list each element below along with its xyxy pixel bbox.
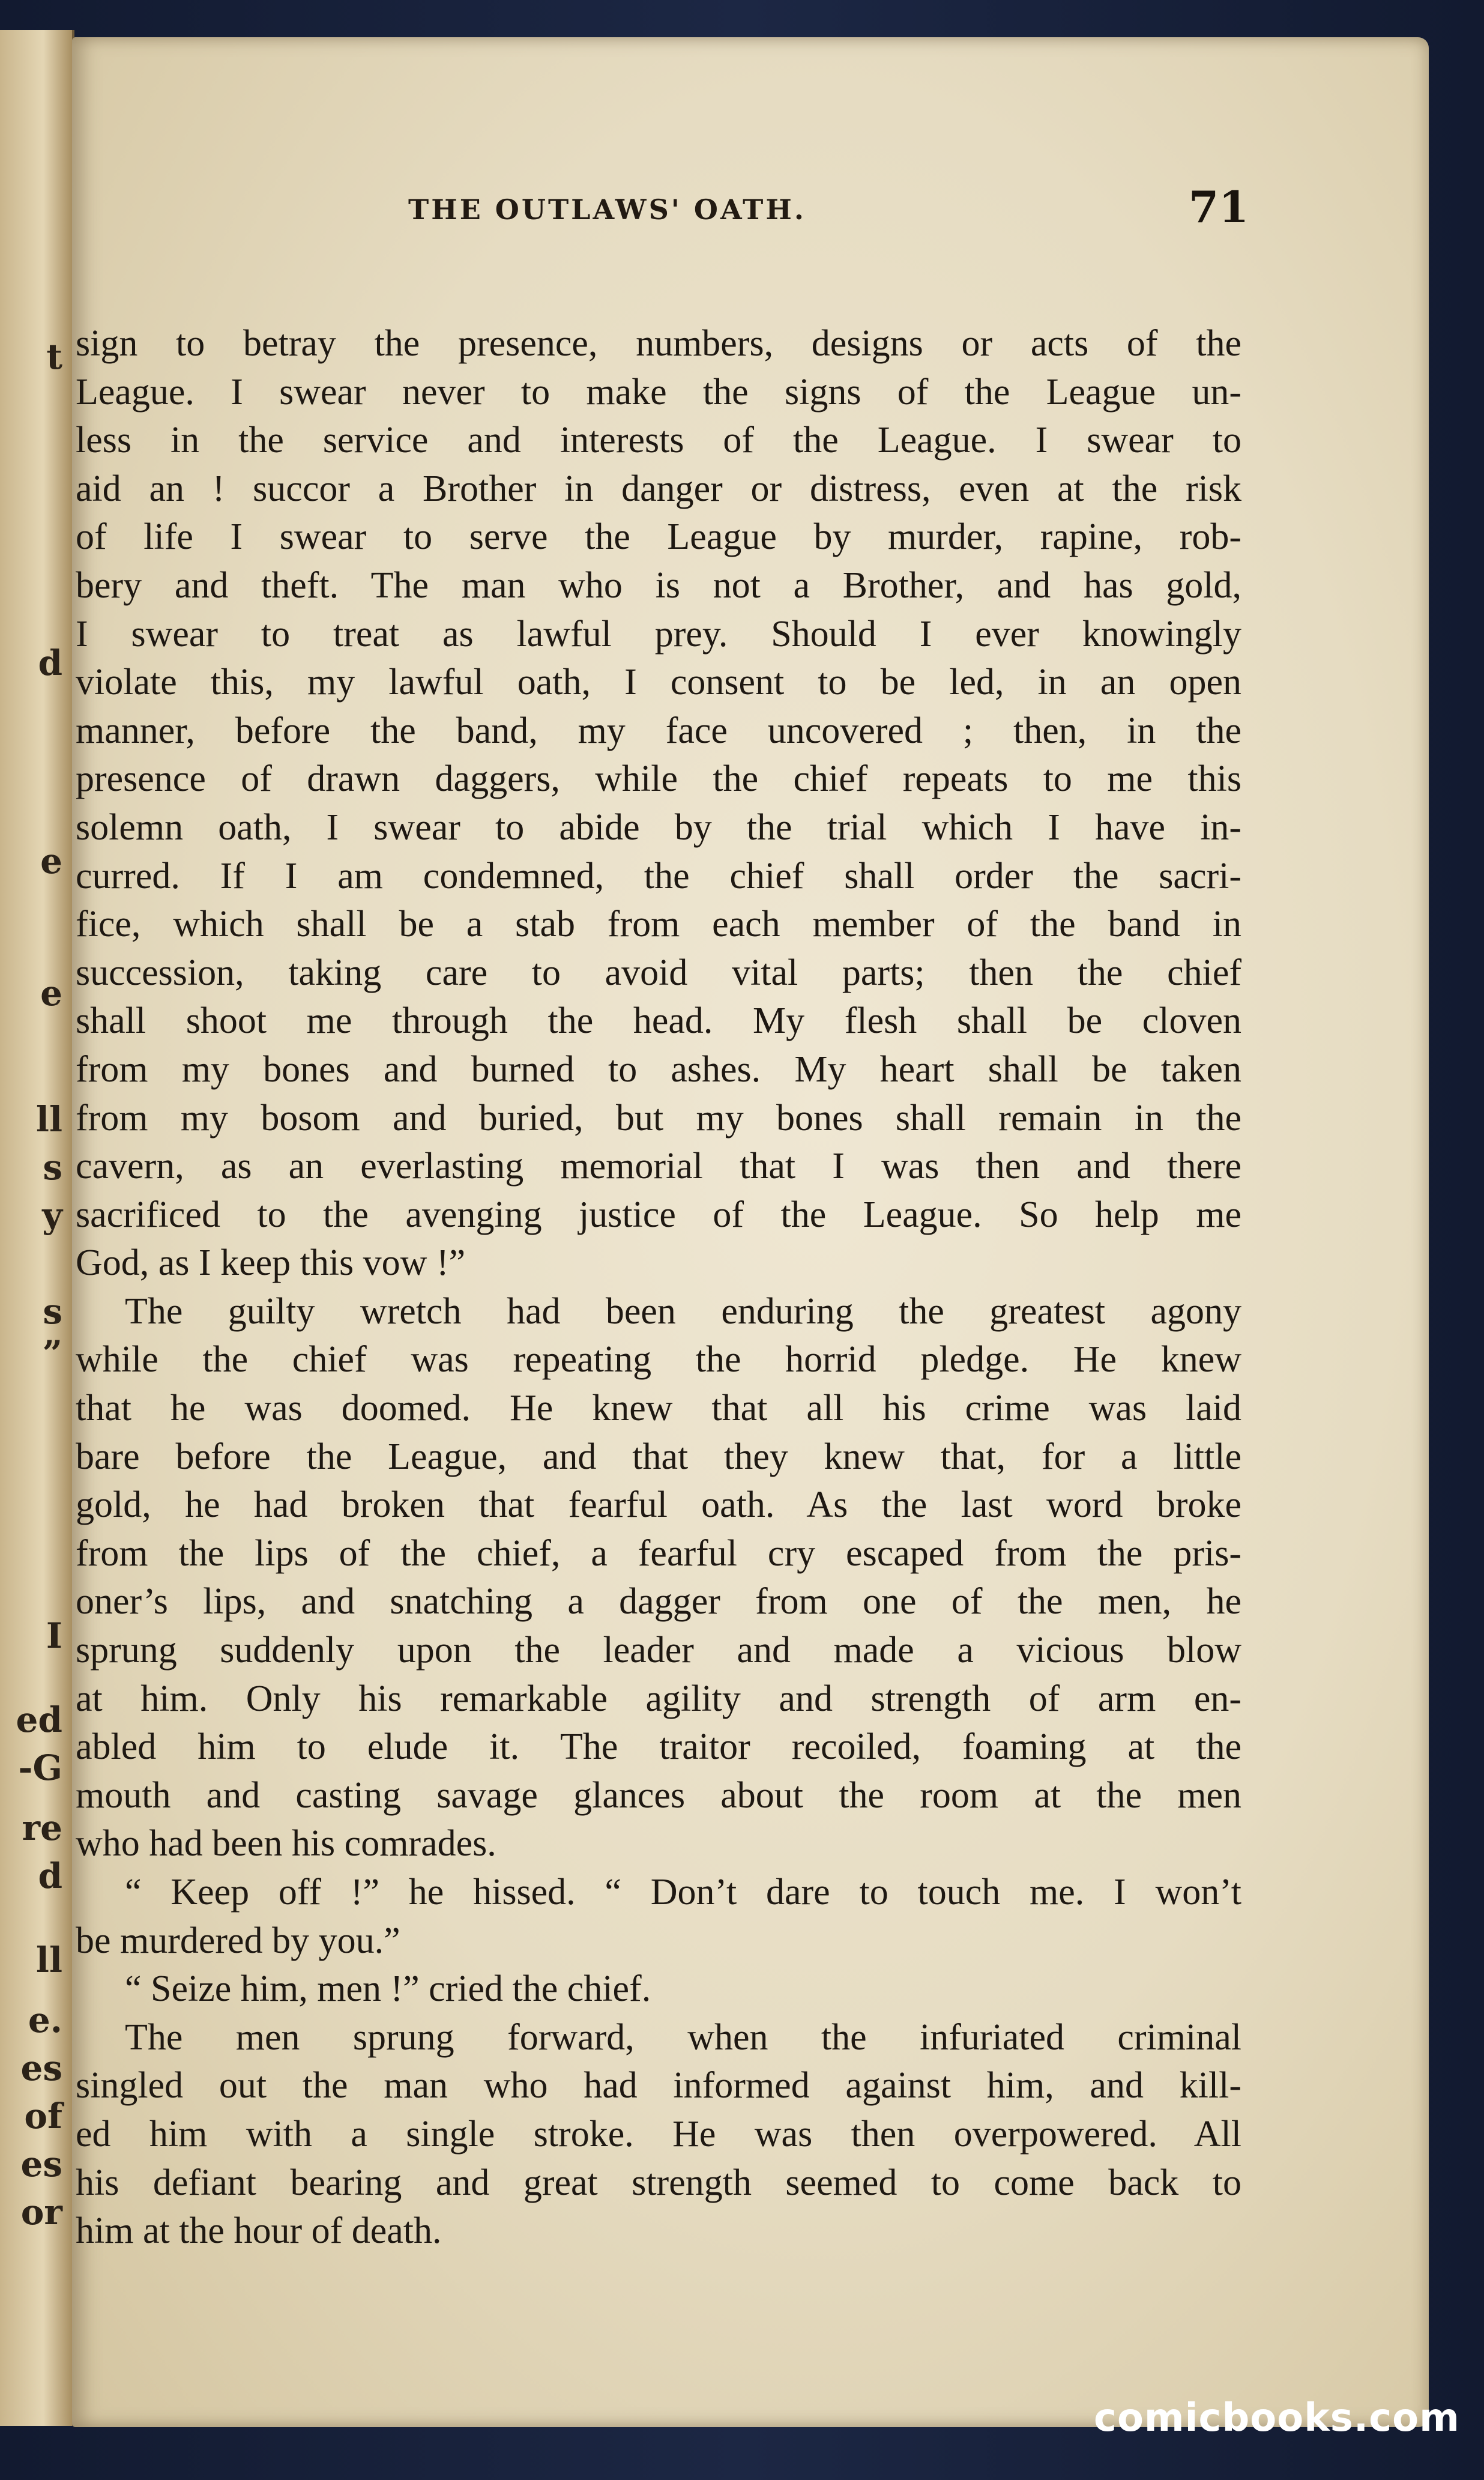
text-line: “ Keep off !” he hissed. “ Don’t dare to touch me. I won’t (125, 1872, 1241, 1913)
text-line: sign to betray the presence, numbers, designs or acts of the (76, 323, 1241, 364)
facing-page-fragment: s (43, 1291, 62, 1332)
text-line: of life I swear to serve the League by murder, rapine, rob- (76, 516, 1241, 558)
text-line: aid an ! succor a Brother in danger or distress, even at the risk (76, 468, 1241, 509)
text-line: from the lips of the chief, a fearful cry escaped from the pris- (76, 1532, 1241, 1574)
text-line: League. I swear never to make the signs of the League un- (76, 371, 1241, 413)
facing-page-fragment: d (38, 643, 62, 683)
facing-page-fragment: or (20, 2192, 62, 2233)
facing-page-fragment: ” (42, 1333, 62, 1374)
text-line: cavern, as an everlasting memorial that I was then and there (76, 1146, 1241, 1187)
facing-page-fragment: ll (35, 1940, 62, 1980)
text-line: who had been his comrades. (76, 1823, 496, 1865)
facing-page-fragment: e. (28, 2000, 62, 2040)
text-line: solemn oath, I swear to abide by the trial which I have in- (76, 806, 1241, 848)
facing-page-fragment: es (20, 2144, 62, 2185)
text-line: manner, before the band, my face uncovered ; then, in the (76, 710, 1241, 751)
facing-page-fragment: e (40, 841, 62, 882)
text-line: shall shoot me through the head. My flesh shall be cloven (76, 1000, 1241, 1042)
facing-page-fragment: es (20, 2048, 62, 2088)
page-number: 71 (1189, 181, 1249, 232)
body-text (76, 319, 1241, 2255)
text-line: presence of drawn daggers, while the chief repeats to me this (76, 758, 1241, 800)
text-line: while the chief was repeating the horrid pledge. He knew (76, 1339, 1241, 1381)
text-line: him at the hour of death. (76, 2210, 442, 2252)
text-line: be murdered by you.” (76, 1920, 400, 1961)
text-line: succession, taking care to avoid vital parts; then the chief (76, 952, 1241, 993)
book-page (72, 37, 1429, 2427)
text-line: that he was doomed. He knew that all his crime was laid (76, 1388, 1241, 1429)
facing-page-fragment: -G (18, 1747, 62, 1788)
facing-page-fragment: d (38, 1855, 62, 1896)
text-line: from my bosom and buried, but my bones shall remain in the (76, 1097, 1241, 1139)
text-line: curred. If I am condemned, the chief shall order the sacri- (76, 855, 1241, 897)
facing-page-fragment: e (40, 973, 62, 1014)
facing-page-text-fragments (0, 30, 66, 2426)
text-line: oner’s lips, and snatching a dagger from one of the men, he (76, 1581, 1241, 1623)
facing-page-fragment: t (46, 336, 62, 377)
text-line: at him. Only his remarkable agility and strength of arm en- (76, 1678, 1241, 1719)
text-line: The guilty wretch had been enduring the greatest agony (125, 1290, 1241, 1332)
text-line: bery and theft. The man who is not a Brother, and has gold, (76, 564, 1241, 606)
facing-page-fragment: ed (16, 1699, 62, 1740)
text-line: violate this, my lawful oath, I consent to be led, in an open (76, 662, 1241, 703)
text-line: The men sprung forward, when the infuriated criminal (125, 2016, 1241, 2058)
text-line: fice, which shall be a stab from each member of the band in (76, 904, 1241, 945)
facing-page-fragment: I (46, 1615, 62, 1656)
text-line: gold, he had broken that fearful oath. As the last word broke (76, 1484, 1241, 1526)
facing-page-edge (0, 30, 74, 2426)
text-line: mouth and casting savage glances about the room at the men (76, 1774, 1241, 1816)
text-line: sacrificed to the avenging justice of the League. So help me (76, 1194, 1241, 1235)
text-line: less in the service and interests of the League. I swear to (76, 420, 1241, 461)
text-line: ed him with a single stroke. He was then overpowered. All (76, 2113, 1241, 2155)
facing-page-fragment: ll (35, 1099, 62, 1140)
facing-page-fragment: y (42, 1195, 62, 1236)
text-line: his defiant bearing and great strength seemed to come back to (76, 2162, 1241, 2203)
running-title: THE OUTLAWS' OATH. (408, 193, 806, 226)
text-line: I swear to treat as lawful prey. Should I ever knowingly (76, 613, 1241, 655)
text-line: God, as I keep this vow !” (76, 1242, 466, 1284)
facing-page-fragment: of (24, 2096, 62, 2137)
text-line: from my bones and burned to ashes. My heart shall be taken (76, 1048, 1241, 1090)
text-line: “ Seize him, men !” cried the chief. (125, 1968, 651, 2010)
text-line: bare before the League, and that they knew that, for a little (76, 1436, 1241, 1477)
text-line: sprung suddenly upon the leader and made a vicious blow (76, 1630, 1241, 1671)
facing-page-fragment: re (22, 1807, 62, 1848)
watermark: comicbooks.com (1094, 2396, 1460, 2440)
text-line: singled out the man who had informed against him, and kill- (76, 2065, 1241, 2106)
facing-page-fragment: s (43, 1147, 62, 1188)
text-line: abled him to elude it. The traitor recoiled, foaming at the (76, 1726, 1241, 1768)
